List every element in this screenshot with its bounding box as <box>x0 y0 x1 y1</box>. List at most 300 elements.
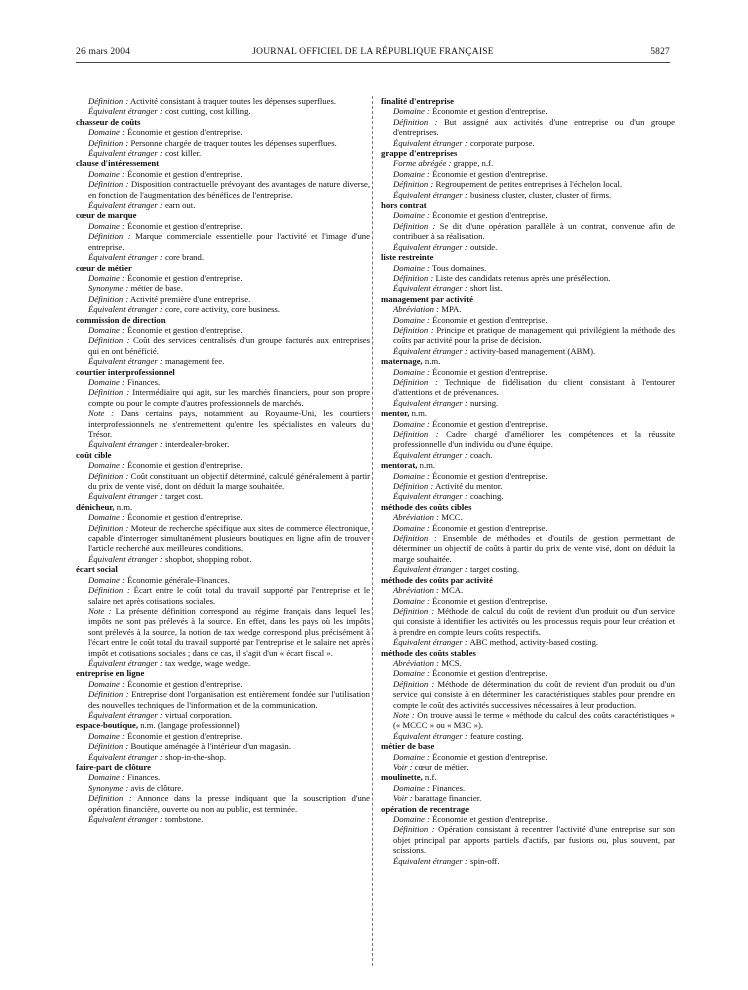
entry-term <box>381 648 675 658</box>
field-label: Domaine : <box>393 522 430 533</box>
entry-term <box>381 575 675 585</box>
column-divider <box>372 96 373 966</box>
entry-field-definition <box>393 481 675 491</box>
field-label: Domaine : <box>88 772 125 783</box>
entry-term-text: moulinette, <box>381 772 423 783</box>
field-value: Coût des services centralisés d'un groupe facturés aux entreprises qui en ont bénéficié. <box>88 335 370 356</box>
entry-field-domaine <box>88 127 370 137</box>
field-value: Finances. <box>127 376 161 387</box>
entry-field-equivalent <box>393 138 675 148</box>
entry-term <box>381 502 675 512</box>
entry-term <box>381 148 675 158</box>
field-value: Principe et pratique de management qui privilégient la méthode des coûts par activité pour la prise de décision. <box>393 324 675 346</box>
field-label: Définition : <box>393 678 435 689</box>
field-value: grappe, n.f. <box>453 158 494 169</box>
entry-term-text: commission de direction <box>76 314 166 325</box>
entry-field-definition <box>393 824 675 855</box>
entry-term-text: méthode des coûts cibles <box>381 501 472 512</box>
field-label: Définition : <box>393 272 434 283</box>
entry-field-synonyme <box>88 283 370 293</box>
glossary-entry <box>76 367 370 450</box>
entry-field-domaine <box>393 263 675 273</box>
entry-field-definition <box>88 387 370 408</box>
entry-field-definition <box>393 221 675 242</box>
glossary-entry <box>381 294 675 356</box>
field-label: Équivalent étranger : <box>393 241 468 252</box>
glossary-entry <box>76 450 370 502</box>
field-label: Abréviation : <box>393 304 440 315</box>
field-label: Définition : <box>88 793 132 804</box>
entry-field-note <box>88 606 370 658</box>
field-label: Définition : <box>88 741 129 752</box>
entry-part-of-speech: n.m. <box>116 501 133 512</box>
entry-term <box>76 117 370 127</box>
field-label: Domaine : <box>88 460 125 471</box>
field-label: Domaine : <box>88 376 125 387</box>
field-value: shopbot, shopping robot. <box>164 553 252 564</box>
entry-term-text: mentor, <box>381 408 410 419</box>
field-value: spin-off. <box>469 855 500 866</box>
field-value: MCA. <box>441 585 464 596</box>
entry-field-note <box>393 710 675 731</box>
entry-term-text: entreprise en ligne <box>76 668 145 679</box>
entry-term-text: clause d'intéressement <box>76 158 160 169</box>
entry-field-domaine <box>393 419 675 429</box>
field-label: Domaine : <box>88 324 125 335</box>
entry-field-equivalent <box>393 731 675 741</box>
field-value: activity-based management (ABM). <box>469 345 596 356</box>
field-label: Domaine : <box>88 127 125 138</box>
glossary-entry <box>381 502 675 575</box>
field-value: earn out. <box>164 200 196 211</box>
entry-field-domaine <box>88 273 370 283</box>
entry-field-definition <box>393 533 675 564</box>
field-value: Économie et gestion d'entreprise. <box>432 210 548 221</box>
entry-field-forme <box>393 158 675 168</box>
entry-term-text: finalité d'entreprise <box>381 96 454 106</box>
entry-field-equivalent <box>393 450 675 460</box>
entry-field-domaine <box>88 512 370 522</box>
entry-field-equivalent <box>393 346 675 356</box>
entry-part-of-speech: n.m. (langage professionnel) <box>140 720 240 731</box>
field-label: Domaine : <box>393 210 430 221</box>
entry-field-definition <box>393 429 675 450</box>
field-label: Note : <box>88 605 112 616</box>
entry-term <box>381 294 675 304</box>
field-value: Écart entre le coût total du travail supporté par l'entreprise et le salaire net après cotisations sociales. <box>88 585 371 606</box>
entry-field-definition <box>88 471 370 492</box>
entry-field-equivalent <box>393 190 675 200</box>
field-label: Synonyme : <box>88 283 129 294</box>
glossary-entry <box>76 668 370 720</box>
glossary-entry <box>76 720 370 762</box>
field-value: Économie et gestion d'entreprise. <box>127 512 243 523</box>
entry-term <box>381 96 675 106</box>
field-value: coaching. <box>469 491 504 502</box>
field-value: coach. <box>469 449 493 460</box>
glossary-entry <box>381 148 675 200</box>
entry-term <box>76 450 370 460</box>
field-label: Équivalent étranger : <box>393 283 468 294</box>
field-value: Économie et gestion d'entreprise. <box>432 668 548 679</box>
entry-term <box>381 252 675 262</box>
entry-field-equivalent <box>393 283 675 293</box>
field-value: Annonce dans la presse indiquant que la souscription d'une opération financière, ouverte ou non au public, est terminée. <box>88 793 370 814</box>
entry-field-definition <box>88 523 370 554</box>
entry-field-definition <box>393 606 675 637</box>
entry-field-equivalent <box>88 491 370 501</box>
field-label: Équivalent étranger : <box>393 491 468 502</box>
field-label: Domaine : <box>393 668 430 679</box>
field-label: Domaine : <box>393 168 430 179</box>
field-value: interdealer-broker. <box>164 439 230 450</box>
entry-field-definition <box>88 96 370 106</box>
field-value: barattage financier. <box>414 793 482 804</box>
field-value: Économie et gestion d'entreprise. <box>432 418 548 429</box>
entry-field-abreviation <box>393 304 675 314</box>
field-label: Équivalent étranger : <box>393 730 468 741</box>
glossary-entry <box>76 502 370 564</box>
field-label: Définition : <box>88 387 130 398</box>
field-label: Équivalent étranger : <box>393 449 468 460</box>
field-label: Équivalent étranger : <box>393 637 468 648</box>
entry-field-equivalent <box>88 148 370 158</box>
field-value: outside. <box>469 241 498 252</box>
field-value: Personne chargée de traquer toutes les dépenses superflues. <box>130 137 337 148</box>
field-value: Économie et gestion d'entreprise. <box>432 470 548 481</box>
field-value: On trouve aussi le terme « méthode du calcul des coûts caractéristiques » (« MCCC » ou « M3C »). <box>393 709 675 731</box>
entry-term-text: chasseur de coûts <box>76 116 141 127</box>
page-header <box>76 47 670 61</box>
glossary-entry <box>381 252 675 294</box>
entry-field-equivalent <box>393 398 675 408</box>
entry-term <box>381 741 675 751</box>
entry-field-equivalent <box>393 856 675 866</box>
field-label: Domaine : <box>88 272 125 283</box>
field-value: Économie et gestion d'entreprise. <box>432 366 548 377</box>
entry-field-equivalent <box>393 564 675 574</box>
field-label: Définition : <box>88 137 129 148</box>
entry-field-definition <box>393 179 675 189</box>
entry-term-text: faire-part de clôture <box>76 762 151 772</box>
field-label: Domaine : <box>88 730 125 741</box>
field-label: Définition : <box>88 689 129 700</box>
field-label: Définition : <box>88 179 129 190</box>
field-label: Définition : <box>393 824 435 835</box>
entry-field-equivalent <box>88 814 370 824</box>
entry-field-domaine <box>393 367 675 377</box>
entry-field-definition <box>88 179 370 200</box>
glossary-entry <box>381 460 675 502</box>
entry-field-domaine <box>88 679 370 689</box>
field-value: Économie et gestion d'entreprise. <box>127 324 243 335</box>
glossary-entry <box>76 564 370 668</box>
left-column <box>76 96 370 824</box>
entry-field-equivalent <box>88 200 370 210</box>
entry-term-text: dénicheur, <box>76 501 115 512</box>
entry-term-text: maternage, <box>381 356 423 367</box>
entry-term <box>76 263 370 273</box>
field-label: Équivalent étranger : <box>393 855 468 866</box>
field-label: Définition : <box>393 179 434 190</box>
entry-term-text: coût cible <box>76 449 112 460</box>
field-label: Équivalent étranger : <box>88 304 163 315</box>
field-label: Équivalent étranger : <box>88 751 163 762</box>
field-label: Équivalent étranger : <box>88 148 163 159</box>
glossary-entry <box>381 741 675 772</box>
field-value: short list. <box>469 283 503 294</box>
entry-field-definition <box>393 325 675 346</box>
entry-field-definition <box>88 741 370 751</box>
field-value: feature costing. <box>469 730 524 741</box>
entry-field-voir <box>393 793 675 803</box>
field-value: Intermédiaire qui agit, sur les marchés financiers, pour son propre compte ou pour le compte d'autres professionnels de marchés. <box>88 387 371 408</box>
field-value: Économie et gestion d'entreprise. <box>432 522 548 533</box>
field-value: Tous domaines. <box>431 262 487 273</box>
right-column <box>381 96 675 866</box>
entry-term <box>76 502 370 512</box>
field-value: Boutique aménagée à l'intérieur d'un magasin. <box>130 741 291 752</box>
field-value: Économie et gestion d'entreprise. <box>127 127 243 138</box>
field-label: Voir : <box>393 762 413 772</box>
entry-term-text: hors contrat <box>381 200 427 211</box>
entry-field-equivalent <box>393 242 675 252</box>
field-label: Définition : <box>88 522 129 533</box>
field-label: Équivalent étranger : <box>88 356 163 367</box>
entry-term-text: opération de recentrage <box>381 803 470 814</box>
field-label: Équivalent étranger : <box>393 345 468 356</box>
entry-term <box>381 460 675 470</box>
field-label: Équivalent étranger : <box>393 137 468 148</box>
field-value: Économie et gestion d'entreprise. <box>127 460 243 471</box>
field-value: business cluster, cluster, cluster of firms. <box>469 189 612 200</box>
field-label: Définition : <box>393 376 438 387</box>
glossary-entry <box>381 200 675 252</box>
glossary-entry <box>381 96 675 148</box>
field-label: Forme abrégée : <box>393 158 452 169</box>
header-date: 26 mars 2004 <box>76 47 131 57</box>
field-value: Coût constituant un objectif déterminé, calculé généralement à partir du prix de vente visé, dont on déduit la marge souhaitée. <box>88 470 371 492</box>
entry-field-definition <box>393 273 675 283</box>
entry-part-of-speech: n.m. <box>411 408 428 419</box>
entry-field-definition <box>88 689 370 710</box>
field-label: Équivalent étranger : <box>88 814 163 825</box>
entry-field-equivalent <box>88 658 370 668</box>
field-value: Économie et gestion d'entreprise. <box>127 168 243 179</box>
field-label: Voir : <box>393 793 413 804</box>
entry-field-definition <box>88 138 370 148</box>
field-label: Domaine : <box>88 220 125 231</box>
field-value: Entreprise dont l'organisation est entièrement fondée sur l'utilisation des nouvelles techniques de l'information et de la communication. <box>88 689 370 710</box>
field-label: Équivalent étranger : <box>88 200 163 211</box>
entry-field-definition <box>88 335 370 356</box>
field-label: Définition : <box>393 220 436 231</box>
field-value: La présente définition correspond au régime français dans lequel les impôts ne sont pas prélevés à la source. En effet, dans les pays où les impôts sont prélevés à la source, la notion de tax wedge correspond plus précisément à l'écart entre le coût total du travail supporté par l'entreprise et le salaire net après impôt et cotisations sociales ; dans ce cas, il s'agit d'un « écart fiscal ». <box>88 605 370 658</box>
field-value: ABC method, activity-based costing. <box>469 637 599 648</box>
entry-part-of-speech: n.f. <box>424 772 437 783</box>
entry-field-domaine <box>88 772 370 782</box>
glossary-entry <box>76 158 370 210</box>
field-label: Domaine : <box>393 751 430 762</box>
field-label: Définition : <box>393 116 438 127</box>
glossary-entry <box>381 356 675 408</box>
field-value: core, core activity, core business. <box>164 304 280 315</box>
entry-field-domaine <box>88 460 370 470</box>
entry-field-domaine <box>88 731 370 741</box>
entry-term <box>76 210 370 220</box>
field-value: But assigné aux activités d'une entreprise ou d'un groupe d'entreprises. <box>393 116 676 138</box>
field-value: Économie et gestion d'entreprise. <box>432 814 548 825</box>
entry-field-domaine <box>88 377 370 387</box>
field-label: Définition : <box>393 429 439 439</box>
glossary-entry <box>76 762 370 824</box>
field-value: Finances. <box>432 782 466 793</box>
field-label: Définition : <box>88 96 129 106</box>
entry-field-domaine <box>393 783 675 793</box>
entry-term <box>381 356 675 366</box>
field-value: virtual corporation. <box>164 709 233 720</box>
entry-field-domaine <box>88 221 370 231</box>
field-value: cost cutting, cost killing. <box>164 106 251 117</box>
entry-part-of-speech: n.m. <box>419 460 436 471</box>
field-value: target cost. <box>164 491 203 502</box>
entry-term <box>381 408 675 418</box>
entry-field-abreviation <box>393 512 675 522</box>
field-value: Dans certains pays, notamment au Royaume-Uni, les courtiers interprofessionnels ne s'entremettent qu'entre les spécialistes en valeurs du Trésor. <box>88 408 371 439</box>
field-label: Domaine : <box>393 782 430 793</box>
field-label: Domaine : <box>393 314 430 325</box>
entry-field-equivalent <box>88 710 370 720</box>
field-label: Domaine : <box>88 512 125 523</box>
field-label: Note : <box>88 408 115 419</box>
field-value: Économie et gestion d'entreprise. <box>432 595 548 606</box>
field-label: Définition : <box>88 293 129 304</box>
entry-field-equivalent <box>88 252 370 262</box>
field-label: Abréviation : <box>393 512 440 523</box>
field-label: Domaine : <box>393 106 430 117</box>
field-label: Domaine : <box>88 678 125 689</box>
entry-field-domaine <box>393 315 675 325</box>
glossary-entry <box>76 96 370 117</box>
entry-term <box>76 315 370 325</box>
entry-field-abreviation <box>393 658 675 668</box>
field-label: Domaine : <box>393 262 430 273</box>
header-page-number: 5827 <box>650 47 670 57</box>
entry-field-domaine <box>393 814 675 824</box>
field-label: Définition : <box>393 605 435 616</box>
field-value: Méthode de détermination du coût de revient d'un produit ou d'un service qui consiste à en déterminer les caractéristiques stables pour prendre en compte le coût des activités successives nécessaires à leur production. <box>393 678 676 710</box>
entry-term <box>76 564 370 574</box>
field-label: Domaine : <box>393 595 430 606</box>
entry-field-abreviation <box>393 585 675 595</box>
field-label: Définition : <box>393 533 437 544</box>
header-title: JOURNAL OFFICIEL DE LA RÉPUBLIQUE FRANÇAISE <box>252 47 494 57</box>
field-value: tax wedge, wage wedge. <box>164 657 251 668</box>
field-label: Définition : <box>393 324 434 335</box>
entry-term <box>76 720 370 730</box>
glossary-entry <box>76 315 370 367</box>
entry-term-text: écart social <box>76 564 118 575</box>
header-rule <box>76 62 670 63</box>
field-label: Équivalent étranger : <box>88 657 163 668</box>
entry-field-definition <box>393 377 675 398</box>
field-value: target costing. <box>469 564 520 575</box>
entry-term <box>381 804 675 814</box>
entry-term-text: espace-boutique, <box>76 720 139 731</box>
entry-term-text: mentorat, <box>381 460 418 471</box>
entry-term-text: méthode des coûts par activité <box>381 574 493 585</box>
field-value: métier de base. <box>130 283 183 294</box>
field-value: nursing. <box>469 397 499 408</box>
entry-term <box>76 367 370 377</box>
entry-term <box>76 762 370 772</box>
field-label: Équivalent étranger : <box>88 439 163 450</box>
entry-term-text: management par activité <box>381 293 474 304</box>
field-value: Marque commerciale essentielle pour l'activité et l'image d'une entreprise. <box>88 231 371 252</box>
glossary-entry <box>76 117 370 159</box>
field-value: Économie et gestion d'entreprise. <box>127 678 243 689</box>
entry-field-equivalent <box>88 752 370 762</box>
field-value: corporate purpose. <box>469 137 535 148</box>
entry-field-domaine <box>393 471 675 481</box>
field-value: Économie et gestion d'entreprise. <box>432 168 548 179</box>
entry-field-domaine <box>393 169 675 179</box>
field-value: shop-in-the-shop. <box>164 751 227 762</box>
field-label: Domaine : <box>88 574 125 585</box>
field-label: Définition : <box>393 481 434 492</box>
entry-field-domaine <box>393 668 675 678</box>
field-value: Économie et gestion d'entreprise. <box>432 106 548 117</box>
field-value: Technique de fidélisation du client consistant à l'entourer d'attentions et de prévenances. <box>393 376 675 398</box>
entry-field-equivalent <box>88 304 370 314</box>
entry-field-domaine <box>88 325 370 335</box>
field-label: Équivalent étranger : <box>393 189 468 200</box>
entry-term <box>381 772 675 782</box>
entry-field-domaine <box>393 523 675 533</box>
entry-field-equivalent <box>88 439 370 449</box>
field-value: Économie générale-Finances. <box>127 574 230 585</box>
field-value: Disposition contractuelle prévoyant des avantages de nature diverse, en fonction de l'augmentation des bénéfices de l'entreprise. <box>88 179 371 200</box>
field-value: Liste des candidats retenus après une présélection. <box>435 272 611 283</box>
entry-field-definition <box>88 793 370 814</box>
field-label: Domaine : <box>393 470 430 481</box>
field-label: Équivalent étranger : <box>88 709 163 720</box>
field-value: Économie et gestion d'entreprise. <box>127 730 243 741</box>
entry-field-equivalent <box>88 356 370 366</box>
glossary-entry <box>381 575 675 648</box>
entry-term-text: grappe d'entreprises <box>381 148 458 159</box>
entry-field-domaine <box>88 575 370 585</box>
field-label: Note : <box>393 709 415 720</box>
glossary-entry <box>381 772 675 803</box>
entry-field-definition <box>88 294 370 304</box>
field-label: Abréviation : <box>393 657 440 668</box>
field-value: core brand. <box>164 252 205 263</box>
entry-field-equivalent <box>88 106 370 116</box>
entry-field-voir <box>393 762 675 772</box>
field-value: cost killer. <box>164 148 202 159</box>
field-value: Opération consistant à recentrer l'activité d'une entreprise sur son objet principal par apports partiels d'actifs, par fusions ou, plus souvent, par scissions. <box>393 824 676 856</box>
entry-field-definition <box>393 679 675 710</box>
field-label: Définition : <box>88 231 131 242</box>
field-value: MCS. <box>441 657 462 668</box>
field-label: Équivalent étranger : <box>393 564 468 575</box>
entry-field-definition <box>88 585 370 606</box>
field-label: Domaine : <box>393 814 430 825</box>
glossary-entry <box>381 648 675 742</box>
field-value: tombstone. <box>164 814 204 825</box>
field-label: Domaine : <box>393 418 430 429</box>
